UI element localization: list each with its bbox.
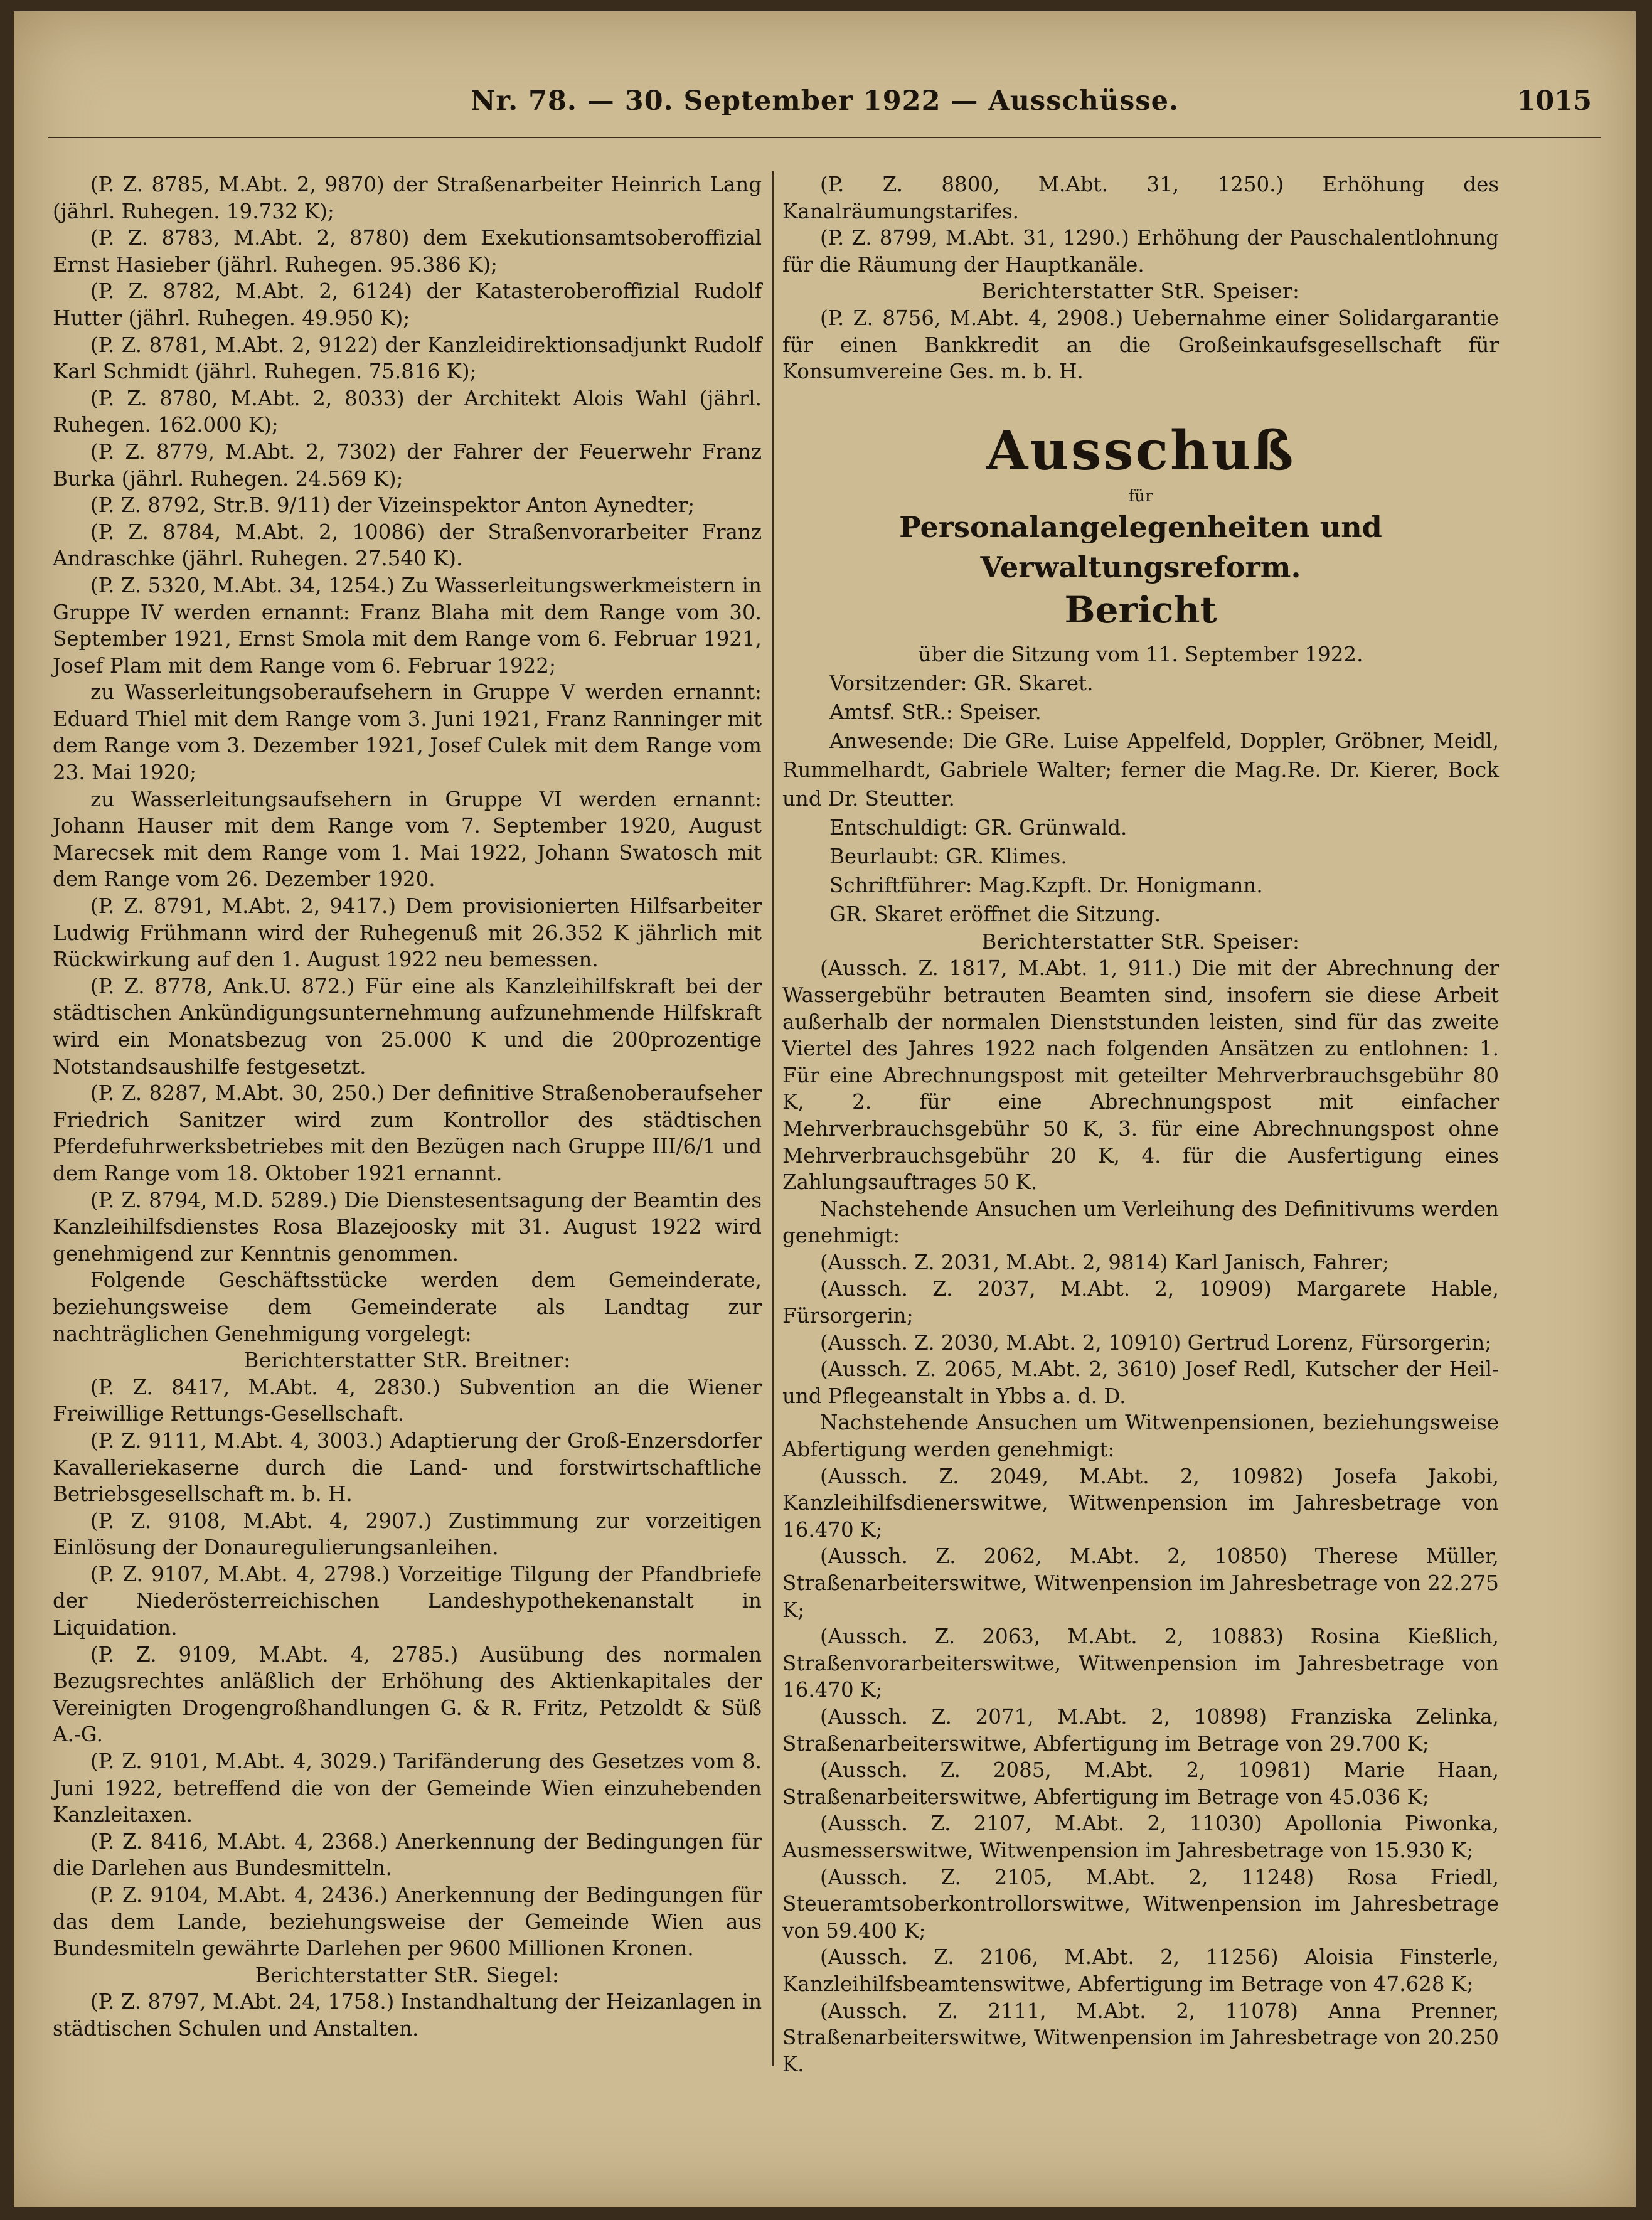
running-head: Nr. 78. — 30. September 1922 — Ausschüsse. <box>471 85 1179 117</box>
attendance-line: Entschuldigt: GR. Grünwald. <box>829 815 1127 840</box>
paragraph: (Aussch. Z. 2106, M.Abt. 2, 11256) Aloisia Finsterle, Kanzleihilfsbeamtenswitwe, Abfertigung im Betrage von 47.628 K; <box>782 1945 1499 1996</box>
section-fuer: für <box>1128 486 1153 506</box>
paragraph: (Aussch. Z. 2105, M.Abt. 2, 11248) Rosa Friedl, Steueramtsoberkontrollorswitwe, Witwenpension im Jahresbetrage von 59.400 K; <box>782 1865 1499 1943</box>
reporter-line: Berichterstatter StR. Breitner: <box>243 1348 571 1373</box>
left-column <box>53 171 762 2082</box>
column-divider <box>772 171 774 2066</box>
paragraph: (Aussch. Z. 2062, M.Abt. 2, 10850) Therese Müller, Straßenarbeiterswitwe, Witwenpension im Jahresbetrage von 22.275 K; <box>782 1544 1499 1622</box>
paragraph: (Aussch. Z. 2065, M.Abt. 2, 3610) Josef Redl, Kutscher der Heil- und Pflegeanstalt in Ybbs a. d. D. <box>782 1357 1499 1408</box>
paragraph: Nachstehende Ansuchen um Witwenpensionen, beziehungsweise Abfertigung werden genehmigt: <box>782 1411 1499 1462</box>
paragraph: (Aussch. Z. 2030, M.Abt. 2, 10910) Gertrud Lorenz, Fürsorgerin; <box>820 1330 1492 1355</box>
paragraph: (P. Z. 8417, M.Abt. 4, 2830.) Subvention an die Wiener Freiwillige Rettungs-Gesellschaft. <box>53 1375 762 1426</box>
section-bericht: Bericht <box>1064 588 1217 631</box>
paragraph: (P. Z. 8779, M.Abt. 2, 7302) der Fahrer der Feuerwehr Franz Burka (jährl. Ruhegen. 24.569 K); <box>53 439 762 491</box>
attendance-line: Beurlaubt: GR. Klimes. <box>829 844 1067 868</box>
paragraph: zu Wasserleitungsaufsehern in Gruppe VI werden ernannt: Johann Hauser mit dem Range vom 7. September 1920, August Marecsek mit dem Range vom 1. Mai 1922, Johann Swatosch mit dem Range vom 26. Dezember 1920. <box>53 787 762 892</box>
paragraph: (P. Z. 8780, M.Abt. 2, 8033) der Architekt Alois Wahl (jährl. Ruhegen. 162.000 K); <box>53 386 762 437</box>
paragraph: (P. Z. 8756, M.Abt. 4, 2908.) Uebernahme einer Solidargarantie für einen Bankkredit an die Großeinkaufsgesellschaft für Konsumvereine Ges. m. b. H. <box>782 306 1499 384</box>
paragraph: (P. Z. 9104, M.Abt. 4, 2436.) Anerkennung der Bedingungen für das dem Lande, beziehungsweise der Gemeinde Wien aus Bundesmiteln gewährte Darlehen per 9600 Millionen Kronen. <box>53 1883 762 1961</box>
reporter-line: Berichterstatter StR. Siegel: <box>255 1963 560 1987</box>
section-subtitle: Personalangelegenheiten und Verwaltungsreform. <box>899 510 1382 584</box>
attendance-line: Schriftführer: Mag.Kzpft. Dr. Honigmann. <box>829 873 1263 897</box>
paragraph: (P. Z. 8794, M.D. 5289.) Die Dienstesentsagung der Beamtin des Kanzleihilfsdienstes Rosa Blazejoosky mit 31. August 1922 wird genehmigend zur Kenntnis genommen. <box>53 1188 762 1266</box>
right-column-top <box>782 171 1499 385</box>
paragraph: (Aussch. Z. 2037, M.Abt. 2, 10909) Margarete Hable, Fürsorgerin; <box>782 1277 1499 1328</box>
paragraph: (P. Z. 8799, M.Abt. 31, 1290.) Erhöhung der Pauschalentlohnung für die Räumung der Hauptkanäle. <box>782 226 1499 277</box>
right-column <box>782 171 1499 2082</box>
paragraph: (P. Z. 9111, M.Abt. 4, 3003.) Adaptierung der Groß-Enzersdorfer Kavalleriekaserne durch die Land- und forstwirtschaftliche Betriebsgesellschaft m. b. H. <box>53 1428 762 1507</box>
attendance-line: Anwesende: Die GRe. Luise Appelfeld, Doppler, Gröbner, Meidl, Rummelhardt, Gabriele Walter; ferner die Mag.Re. Dr. Kierer, Bock und Dr. Steutter. <box>782 728 1499 811</box>
paragraph: Folgende Geschäftsstücke werden dem Gemeinderate, beziehungsweise dem Gemeinderate als Landtag zur nachträglichen Genehmigung vorgelegt: <box>53 1268 762 1346</box>
paragraph: (P. Z. 8287, M.Abt. 30, 250.) Der definitive Straßenoberaufseher Friedrich Sanitzer wird zum Kontrollor des städtischen Pferdefuhrwerksbetriebes mit den Bezügen nach Gruppe III/6/1 und dem Range vom 18. Oktober 1921 ernannt. <box>53 1081 762 1185</box>
attendance-line: Amtsf. StR.: Speiser. <box>829 700 1042 724</box>
paragraph: (P. Z. 8783, M.Abt. 2, 8780) dem Exekutionsamtsoberoffizial Ernst Hasieber (jährl. Ruhegen. 95.386 K); <box>53 226 762 277</box>
paragraph: Nachstehende Ansuchen um Verleihung des Definitivums werden genehmigt: <box>782 1197 1499 1248</box>
paragraph: (P. Z. 5320, M.Abt. 34, 1254.) Zu Wasserleitungswerkmeistern in Gruppe IV werden ernannt: Franz Blaha mit dem Range vom 30. September 1921, Ernst Smola mit dem Range vom 6. Februar 1921, Josef Plam mit dem Range vom 6. Februar 1922; <box>53 573 762 678</box>
paragraph: (P. Z. 8797, M.Abt. 24, 1758.) Instandhaltung der Heizanlagen in städtischen Schulen und Anstalten. <box>53 1990 762 2041</box>
paragraph: (Aussch. Z. 2063, M.Abt. 2, 10883) Rosina Kießlich, Straßenvorarbeiterswitwe, Witwenpension im Jahresbetrage von 16.470 K; <box>782 1625 1499 1702</box>
paragraph: zu Wasserleitungsoberaufsehern in Gruppe V werden ernannt: Eduard Thiel mit dem Range vom 3. Juni 1921, Franz Ranninger mit dem Range vom 3. Dezember 1921, Josef Culek mit dem Range vom 23. Mai 1920; <box>53 680 762 785</box>
paragraph: (P. Z. 9109, M.Abt. 4, 2785.) Ausübung des normalen Bezugsrechtes anläßlich der Erhöhung des Aktienkapitales der Vereinigten Drogengroßhandlungen G. & R. Fritz, Petzoldt & Süß A.-G. <box>53 1642 762 1747</box>
attendance-line: GR. Skaret eröffnet die Sitzung. <box>829 902 1161 926</box>
paragraph: (P. Z. 8792, Str.B. 9/11) der Vizeinspektor Anton Aynedter; <box>90 493 695 518</box>
paragraph: (P. Z. 8800, M.Abt. 31, 1250.) Erhöhung des Kanalräumungstarifes. <box>782 173 1499 223</box>
paragraph: (P. Z. 8781, M.Abt. 2, 9122) der Kanzleidirektionsadjunkt Rudolf Karl Schmidt (jährl. Ruhegen. 75.816 K); <box>53 333 762 384</box>
paragraph: (Aussch. Z. 2111, M.Abt. 2, 11078) Anna Prenner, Straßenarbeiterswitwe, Witwenpension im Jahresbetrage von 20.250 K. <box>782 1999 1499 2076</box>
paragraph: (P. Z. 8778, Ank.U. 872.) Für eine als Kanzleihilfskraft bei der städtischen Ankündigungsunternehmung aufzunehmende Hilfskraft wird ein Monatsbezug von 25.000 K und die 200prozentige Notstandsaushilfe festgesetzt. <box>53 974 762 1079</box>
reporter-line: Berichterstatter StR. Speiser: <box>981 929 1300 954</box>
paragraph: (P. Z. 8791, M.Abt. 2, 9417.) Dem provisionierten Hilfsarbeiter Ludwig Frühmann wird der Ruhegenuß mit 26.352 K jährlich mit Rückwirkung auf den 1. August 1922 neu bemessen. <box>53 894 762 972</box>
paragraph: (Aussch. Z. 2049, M.Abt. 2, 10982) Josefa Jakobi, Kanzleihilfsdienerswitwe, Witwenpension im Jahresbetrage von 16.470 K; <box>782 1464 1499 1542</box>
paragraph: (P. Z. 8785, M.Abt. 2, 9870) der Straßenarbeiter Heinrich Lang (jährl. Ruhegen. 19.732 K); <box>53 173 762 223</box>
paragraph: (Aussch. Z. 1817, M.Abt. 1, 911.) Die mit der Abrechnung der Wassergebühr betrauten Beamten sind, insofern sie diese Arbeit außerhalb der normalen Dienststunden leisten, sind für das zweite Viertel des Jahres 1922 nach folgenden Ansätzen zu entlohnen: 1. Für eine Abrechnungspost mit geteilter Mehrverbrauchsgebühr 80 K, 2. für eine Abrechnungspost mit einfacher Mehrverbrauchsgebühr 50 K, 3. für eine Abrechnungspost ohne Mehrverbrauchsgebühr 20 K, 4. für die Ausfertigung eines Zahlungsauftrages 50 K. <box>782 956 1499 1195</box>
paragraph: (Aussch. Z. 2071, M.Abt. 2, 10898) Franziska Zelinka, Straßenarbeiterswitwe, Abfertigung im Betrage von 29.700 K; <box>782 1704 1499 1756</box>
paragraph: (P. Z. 8782, M.Abt. 2, 6124) der Katasteroberoffizial Rudolf Hutter (jährl. Ruhegen. 49.950 K); <box>53 279 762 330</box>
paragraph: (Aussch. Z. 2085, M.Abt. 2, 10981) Marie Haan, Straßenarbeiterswitwe, Abfertigung im Betrage von 45.036 K; <box>782 1758 1499 1809</box>
attendance-line: Vorsitzender: GR. Skaret. <box>829 671 1094 695</box>
header-rule <box>48 136 1601 138</box>
paragraph: (P. Z. 9101, M.Abt. 4, 3029.) Tarifänderung des Gesetzes vom 8. Juni 1922, betreffend die von der Gemeinde Wien einzuhebenden Kanzleitaxen. <box>53 1749 762 1827</box>
paragraph: (P. Z. 9108, M.Abt. 4, 2907.) Zustimmung zur vorzeitigen Einlösung der Donauregulierungsanleihen. <box>53 1508 762 1560</box>
paragraph: (P. Z. 9107, M.Abt. 4, 2798.) Vorzeitige Tilgung der Pfandbriefe der Niederösterreichischen Landeshypothekenanstalt in Liquidation. <box>53 1562 762 1640</box>
page-header <box>14 85 1636 136</box>
paragraph: (P. Z. 8416, M.Abt. 4, 2368.) Anerkennung der Bedingungen für die Darlehen aus Bundesmitteln. <box>53 1829 762 1881</box>
page-number: 1015 <box>1516 85 1592 117</box>
paragraph: (Aussch. Z. 2031, M.Abt. 2, 9814) Karl Janisch, Fahrer; <box>820 1250 1389 1274</box>
newspaper-page <box>14 11 1636 2207</box>
session-date: über die Sitzung vom 11. September 1922. <box>918 642 1363 666</box>
session-attendance <box>782 669 1499 929</box>
paragraph: (P. Z. 8784, M.Abt. 2, 10086) der Straßenvorarbeiter Franz Andraschke (jährl. Ruhegen. 27.540 K). <box>53 520 762 571</box>
section-title: Ausschuß <box>986 419 1296 483</box>
reporter-line: Berichterstatter StR. Speiser: <box>981 279 1300 304</box>
right-column-bottom <box>782 929 1499 2078</box>
paragraph: (Aussch. Z. 2107, M.Abt. 2, 11030) Apollonia Piwonka, Ausmesserswitwe, Witwenpension im Jahresbetrage von 15.930 K; <box>782 1812 1499 1862</box>
